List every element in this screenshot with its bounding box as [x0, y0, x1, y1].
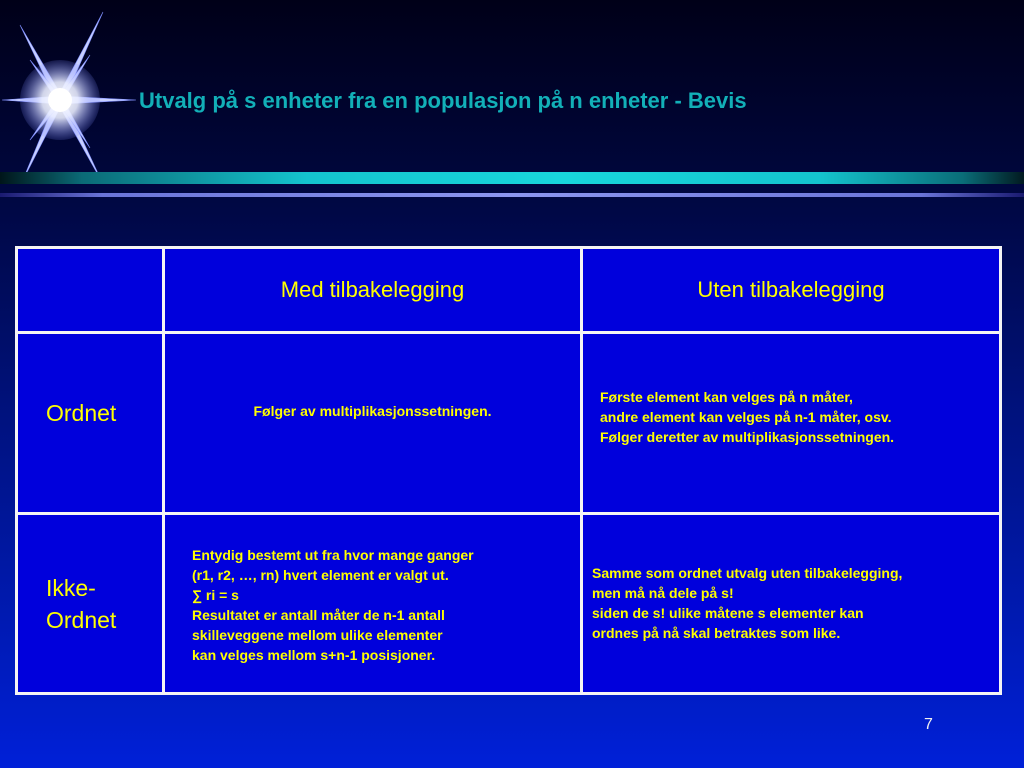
column-header-with-replacement: Med tilbakelegging	[164, 248, 582, 333]
table-header-row	[17, 248, 1001, 333]
cell-unordered-with-replacement: Entydig bestemt ut fra hvor mange ganger (r1, r2, …, rn) hvert element er valgt ut. ∑ ri = s Resultatet er antall måter de n-1 antall skilleveggene mellom ulike elementer kan velges mellom s+n-1 posisjoner.	[164, 514, 582, 694]
cell-ordered-without-replacement: Første element kan velges på n måter, andre element kan velges på n-1 måter, osv. Følger deretter av multiplikasjonssetningen.	[582, 333, 1001, 514]
star-burst-icon	[0, 0, 150, 190]
cell-unordered-without-replacement: Samme som ordnet utvalg uten tilbakelegging, men må nå dele på s! siden de s! ulike måtene s elementer kan ordnes på nå skal betraktes som like.	[582, 514, 1001, 694]
column-header-without-replacement: Uten tilbakelegging	[582, 248, 1001, 333]
row-label-ordered: Ordnet	[17, 333, 164, 514]
page-title: Utvalg på s enheter fra en populasjon på n enheter - Bevis	[139, 88, 747, 113]
corner-cell	[17, 248, 164, 333]
cell-ordered-with-replacement: Følger av multiplikasjonssetningen.	[164, 333, 582, 514]
row-label-unordered: Ikke- Ordnet	[17, 514, 164, 694]
page-number: 7	[924, 716, 933, 733]
table-row-ordered	[17, 333, 1001, 514]
table-row-unordered	[17, 514, 1001, 694]
comparison-table	[15, 246, 1002, 695]
title-divider	[0, 172, 1024, 184]
title-divider-thin	[0, 193, 1024, 197]
